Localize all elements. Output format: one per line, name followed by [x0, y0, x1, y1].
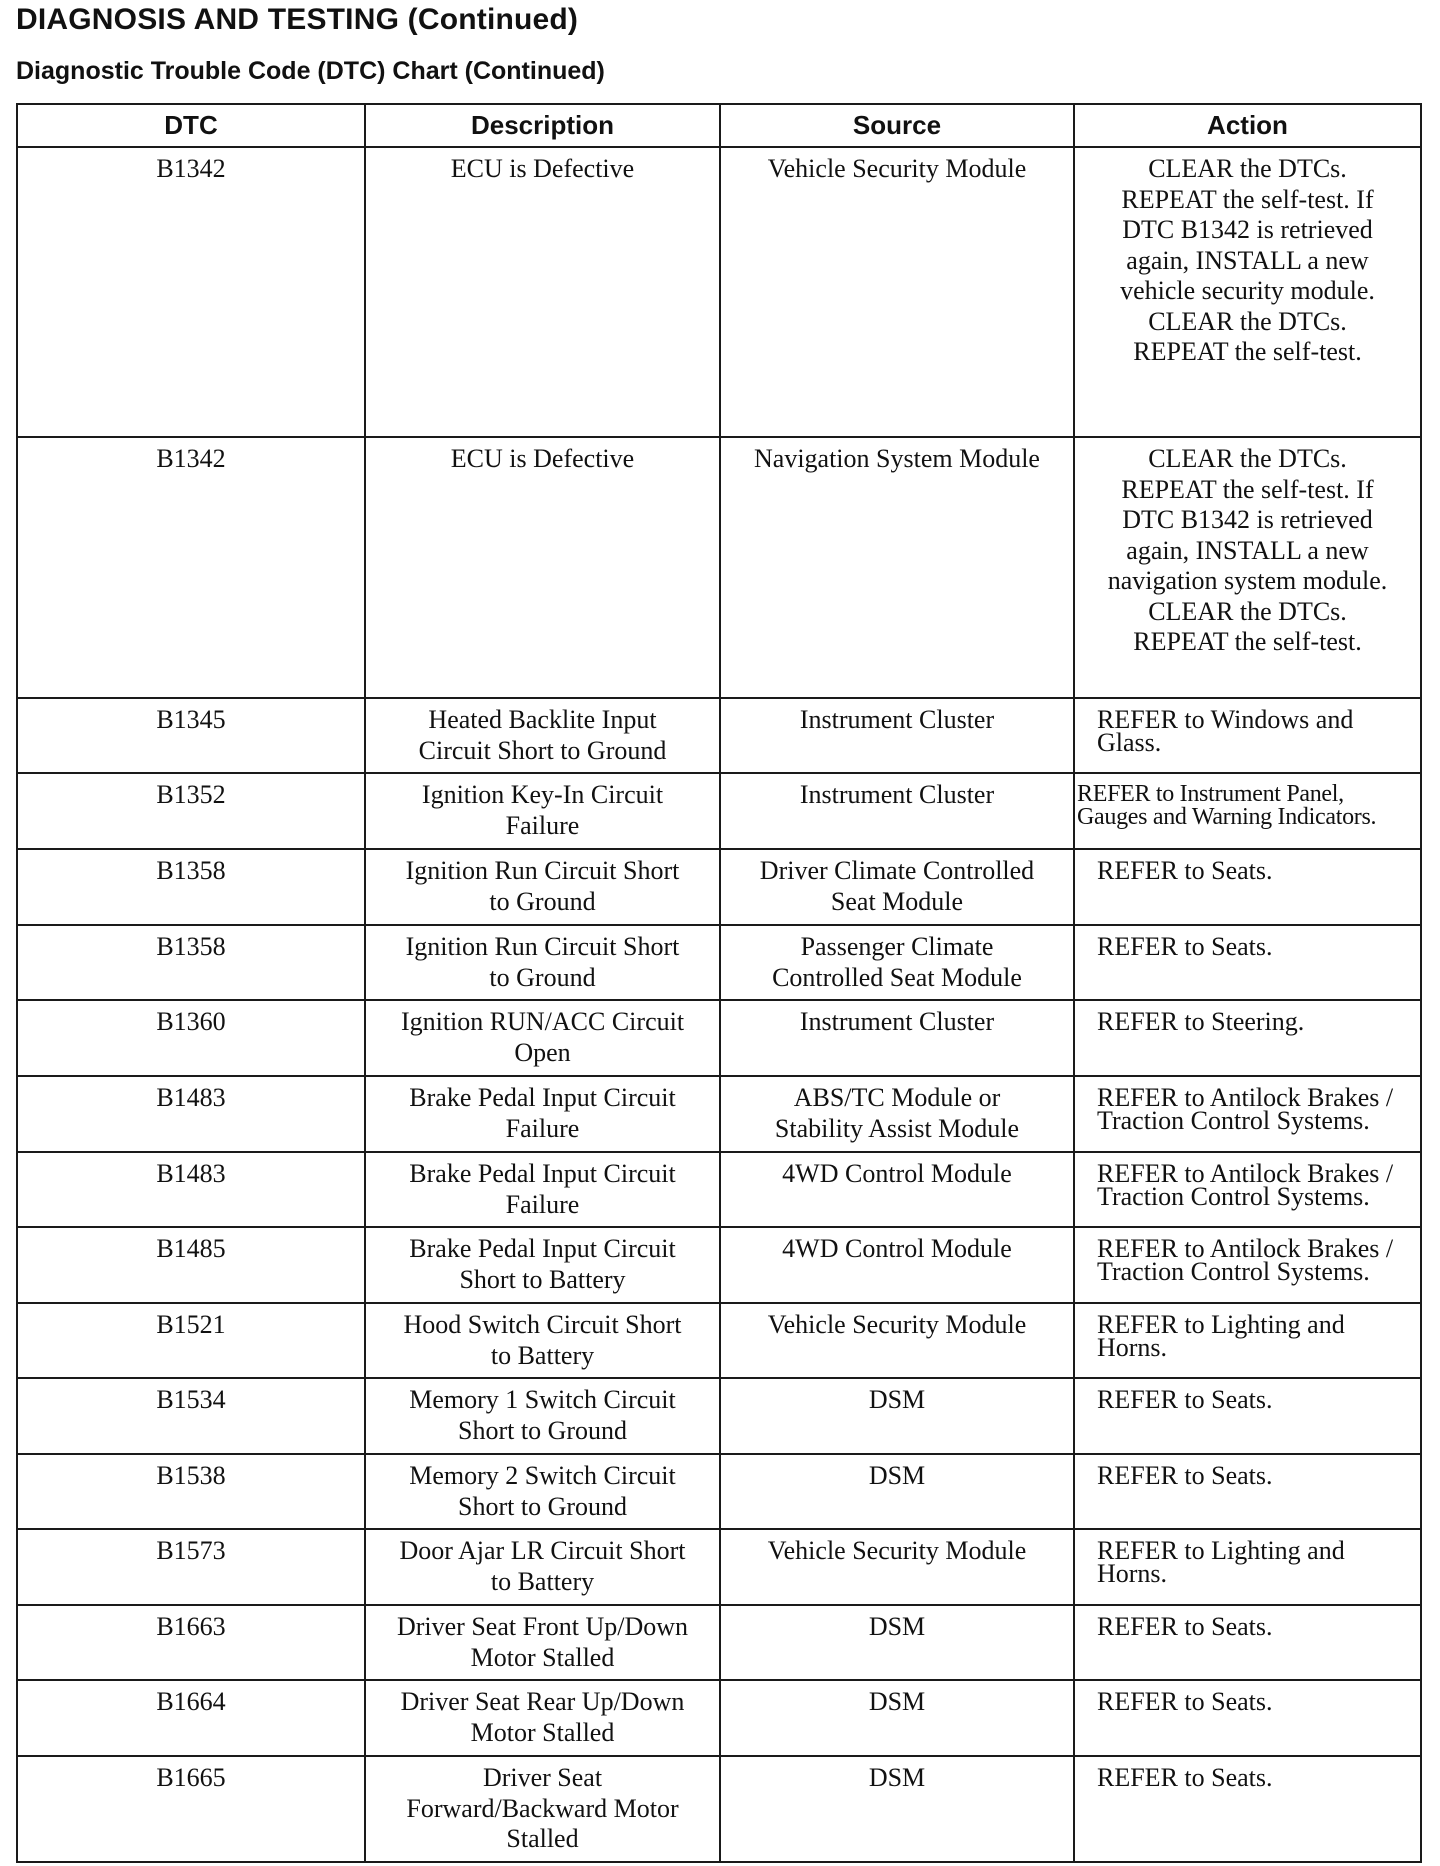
action-cell-line: REFER to Steering. [1097, 1007, 1305, 1036]
description-cell-line: Driver Seat Rear Up/Down [400, 1687, 685, 1716]
action-cell-line: DTC B1342 is retrieved [1122, 505, 1373, 534]
action-cell-line: CLEAR the DTCs. [1148, 154, 1347, 183]
description-cell-line: Heated Backlite Input [428, 705, 657, 734]
action-cell [1074, 1000, 1421, 1076]
action-cell [1074, 698, 1421, 773]
description-cell-line: Forward/Backward Motor [406, 1793, 679, 1823]
action-cell-line: vehicle security module. [1120, 276, 1375, 305]
source-cell-line: DSM [868, 1763, 926, 1792]
description-cell [365, 698, 720, 773]
action-cell-line: REFER to Lighting and [1097, 1536, 1345, 1565]
description-cell-line: to Ground [489, 962, 596, 992]
table-row [17, 773, 1421, 849]
action-cell [1074, 1680, 1421, 1756]
description-cell-line: to Ground [489, 886, 596, 916]
column-header-dtc: DTC [17, 104, 365, 147]
source-cell [720, 698, 1074, 773]
description-cell-line: Short to Ground [458, 1415, 627, 1445]
source-cell-line: ABS/TC Module or [793, 1083, 1001, 1112]
source-cell-line: Controlled Seat Module [772, 962, 1022, 992]
description-cell-line: Short to Ground [458, 1491, 627, 1521]
source-cell [720, 1152, 1074, 1227]
dtc-code-cell: B1345 [17, 698, 365, 773]
action-cell [1074, 147, 1421, 437]
dtc-code-cell: B1342 [17, 437, 365, 698]
action-cell [1074, 1378, 1421, 1454]
dtc-code-cell: B1342 [17, 147, 365, 437]
source-cell-line: Vehicle Security Module [767, 1310, 1027, 1339]
action-cell-line: Glass. [1097, 728, 1162, 757]
source-cell [720, 849, 1074, 925]
source-cell [720, 147, 1074, 437]
action-cell-line: CLEAR the DTCs. [1148, 306, 1347, 336]
description-cell-line: Motor Stalled [470, 1642, 615, 1672]
description-cell-line: to Battery [490, 1566, 595, 1596]
dtc-code-cell: B1485 [17, 1227, 365, 1303]
column-header-source: Source [720, 104, 1074, 147]
action-cell-line: REFER to Seats. [1097, 1763, 1273, 1792]
action-cell-line: again, INSTALL a new [1126, 535, 1369, 565]
source-cell-line: Driver Climate Controlled [759, 856, 1035, 885]
table-row [17, 1680, 1421, 1756]
column-header-action: Action [1074, 104, 1421, 147]
source-cell-line: Passenger Climate [800, 932, 994, 961]
dtc-code-cell: B1663 [17, 1605, 365, 1680]
description-cell-line: Failure [505, 1189, 580, 1219]
description-cell-line: ECU is Defective [450, 154, 635, 183]
source-cell-line: DSM [868, 1385, 926, 1414]
action-cell-line: REPEAT the self-test. [1133, 627, 1362, 656]
description-cell-line: Short to Battery [459, 1264, 626, 1294]
description-cell [365, 1227, 720, 1303]
dtc-code-cell: B1360 [17, 1000, 365, 1076]
source-cell-line: DSM [868, 1687, 926, 1716]
description-cell-line: Failure [505, 810, 580, 840]
description-cell [365, 1152, 720, 1227]
description-cell [365, 849, 720, 925]
description-cell-line: Hood Switch Circuit Short [403, 1310, 682, 1339]
source-cell-line: Instrument Cluster [799, 705, 995, 734]
dtc-code-cell: B1352 [17, 773, 365, 849]
description-cell-line: Ignition RUN/ACC Circuit [400, 1007, 685, 1036]
source-cell-line: DSM [868, 1612, 926, 1641]
action-cell [1074, 1076, 1421, 1152]
source-cell [720, 1454, 1074, 1529]
table-row [17, 1378, 1421, 1454]
dtc-code-cell: B1534 [17, 1378, 365, 1454]
description-cell [365, 437, 720, 698]
dtc-code-cell: B1483 [17, 1076, 365, 1152]
action-cell-line: again, INSTALL a new [1126, 245, 1369, 275]
source-cell-line: Vehicle Security Module [767, 1536, 1027, 1565]
action-cell-line: REFER to Seats. [1097, 1461, 1273, 1490]
dtc-code-cell: B1664 [17, 1680, 365, 1756]
table-row [17, 1303, 1421, 1378]
table-row [17, 1000, 1421, 1076]
page-title: DIAGNOSIS AND TESTING (Continued) [16, 3, 579, 36]
source-cell [720, 1076, 1074, 1152]
description-cell [365, 1378, 720, 1454]
source-cell [720, 773, 1074, 849]
description-cell-line: Motor Stalled [470, 1717, 615, 1747]
action-cell [1074, 1756, 1421, 1862]
dtc-code-cell: B1358 [17, 849, 365, 925]
description-cell [365, 1680, 720, 1756]
action-cell [1074, 1529, 1421, 1605]
description-cell-line: Driver Seat Front Up/Down [396, 1612, 688, 1641]
description-cell-line: Door Ajar LR Circuit Short [399, 1536, 686, 1565]
table-row [17, 1454, 1421, 1529]
description-cell [365, 1076, 720, 1152]
source-cell [720, 1605, 1074, 1680]
source-cell-line: Instrument Cluster [799, 780, 995, 809]
action-cell-line: REPEAT the self-test. [1133, 337, 1362, 366]
source-cell [720, 1680, 1074, 1756]
description-cell [365, 925, 720, 1000]
action-cell-line: REFER to Seats. [1097, 932, 1273, 961]
action-cell-line: REPEAT the self-test. If [1121, 474, 1374, 504]
table-row [17, 849, 1421, 925]
action-cell-line: Horns. [1097, 1333, 1168, 1362]
source-cell [720, 1303, 1074, 1378]
dtc-code-cell: B1483 [17, 1152, 365, 1227]
description-cell-line: Driver Seat [482, 1763, 603, 1792]
action-cell [1074, 1454, 1421, 1529]
table-row [17, 437, 1421, 698]
section-title: Diagnostic Trouble Code (DTC) Chart (Continued) [16, 57, 605, 85]
action-cell-line: DTC B1342 is retrieved [1122, 215, 1373, 244]
table-body [17, 147, 1421, 1862]
action-cell-line: REFER to Antilock Brakes / [1097, 1083, 1394, 1112]
table-row [17, 1152, 1421, 1227]
description-cell [365, 1605, 720, 1680]
description-cell-line: Ignition Run Circuit Short [405, 932, 680, 961]
action-cell-line: Traction Control Systems. [1097, 1257, 1370, 1286]
table-row [17, 698, 1421, 773]
action-cell-line: REFER to Antilock Brakes / [1097, 1234, 1394, 1263]
table-row [17, 1529, 1421, 1605]
table-row [17, 1756, 1421, 1862]
source-cell [720, 1000, 1074, 1076]
action-cell-line: CLEAR the DTCs. [1148, 596, 1347, 626]
source-cell-line: Stability Assist Module [774, 1113, 1020, 1143]
description-cell-line: Brake Pedal Input Circuit [409, 1159, 676, 1188]
description-cell [365, 147, 720, 437]
action-cell [1074, 1303, 1421, 1378]
action-cell [1074, 437, 1421, 698]
source-cell-line: Navigation System Module [754, 444, 1040, 473]
action-cell-line: REFER to Lighting and [1097, 1310, 1345, 1339]
action-cell-line: Horns. [1097, 1559, 1168, 1588]
action-cell-line: REFER to Seats. [1097, 856, 1273, 885]
action-cell-line: Traction Control Systems. [1097, 1106, 1370, 1135]
dtc-chart-table [16, 103, 1422, 1863]
source-cell [720, 1378, 1074, 1454]
table-header-row [17, 104, 1421, 147]
source-cell [720, 925, 1074, 1000]
source-cell-line: Instrument Cluster [799, 1007, 995, 1036]
action-cell-line: REPEAT the self-test. If [1121, 184, 1374, 214]
description-cell-line: Circuit Short to Ground [418, 735, 667, 765]
source-cell [720, 437, 1074, 698]
source-cell [720, 1227, 1074, 1303]
dtc-code-cell: B1521 [17, 1303, 365, 1378]
description-cell-line: Ignition Run Circuit Short [405, 856, 680, 885]
dtc-code-cell: B1573 [17, 1529, 365, 1605]
action-cell [1074, 1605, 1421, 1680]
dtc-code-cell: B1358 [17, 925, 365, 1000]
dtc-code-cell: B1665 [17, 1756, 365, 1862]
description-cell-line: Brake Pedal Input Circuit [409, 1234, 676, 1263]
action-cell-line: REFER to Antilock Brakes / [1097, 1159, 1394, 1188]
description-cell [365, 1454, 720, 1529]
table-row [17, 147, 1421, 437]
description-cell [365, 1529, 720, 1605]
description-cell-line: ECU is Defective [450, 444, 635, 473]
action-cell [1074, 1152, 1421, 1227]
source-cell-line: DSM [868, 1461, 926, 1490]
action-cell-line: REFER to Windows and [1097, 705, 1354, 734]
table-row [17, 1227, 1421, 1303]
table-row [17, 1076, 1421, 1152]
source-cell [720, 1529, 1074, 1605]
table-row [17, 925, 1421, 1000]
description-cell-line: Open [514, 1037, 571, 1067]
description-cell-line: Stalled [506, 1824, 579, 1853]
description-cell [365, 1000, 720, 1076]
dtc-code-cell: B1538 [17, 1454, 365, 1529]
action-cell-line: CLEAR the DTCs. [1148, 444, 1347, 473]
action-cell-line: REFER to Instrument Panel, [1077, 781, 1344, 807]
description-cell [365, 1756, 720, 1862]
column-header-description: Description [365, 104, 720, 147]
description-cell-line: Ignition Key-In Circuit [421, 780, 664, 809]
source-cell-line: 4WD Control Module [782, 1159, 1012, 1188]
description-cell-line: Failure [505, 1113, 580, 1143]
source-cell [720, 1756, 1074, 1862]
source-cell-line: Vehicle Security Module [767, 154, 1027, 183]
action-cell [1074, 849, 1421, 925]
description-cell-line: to Battery [490, 1340, 595, 1370]
table-row [17, 1605, 1421, 1680]
action-cell-line: REFER to Seats. [1097, 1612, 1273, 1641]
description-cell-line: Memory 2 Switch Circuit [409, 1461, 676, 1490]
source-cell-line: Seat Module [830, 886, 964, 916]
description-cell-line: Memory 1 Switch Circuit [409, 1385, 676, 1414]
action-cell-line: Gauges and Warning Indicators. [1077, 804, 1377, 830]
description-cell-line: Brake Pedal Input Circuit [409, 1083, 676, 1112]
action-cell [1074, 773, 1421, 849]
description-cell [365, 773, 720, 849]
source-cell-line: 4WD Control Module [782, 1234, 1012, 1263]
action-cell [1074, 925, 1421, 1000]
action-cell-line: REFER to Seats. [1097, 1687, 1273, 1716]
description-cell [365, 1303, 720, 1378]
action-cell-line: navigation system module. [1107, 566, 1388, 595]
action-cell-line: REFER to Seats. [1097, 1385, 1273, 1414]
action-cell-line: Traction Control Systems. [1097, 1182, 1370, 1211]
action-cell [1074, 1227, 1421, 1303]
